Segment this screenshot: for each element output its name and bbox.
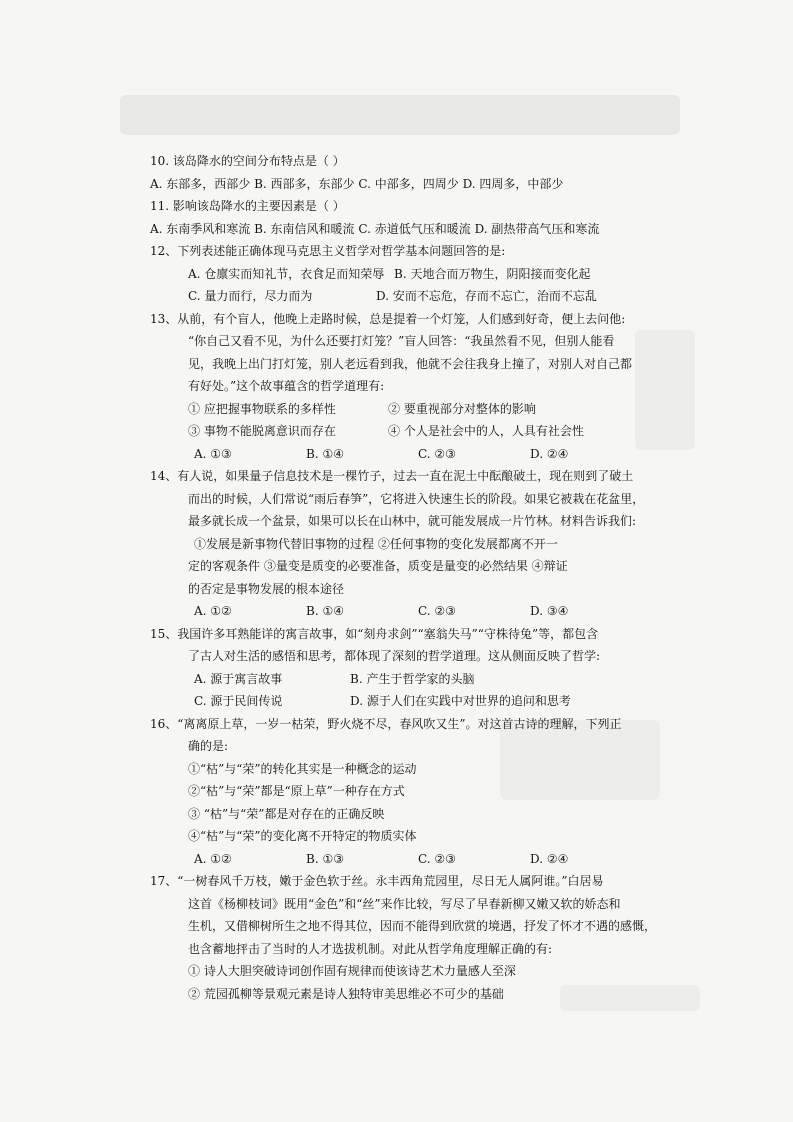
statement-1: ①“枯”与“荣”的转化其实是一种概念的运动 xyxy=(188,761,417,776)
answer-d: D. ②④ xyxy=(530,851,569,866)
question-17 xyxy=(150,870,680,1005)
answer-a: A. ①② xyxy=(194,604,232,618)
answer-c: C. ②③ xyxy=(418,604,456,618)
scan-shadow xyxy=(120,95,680,135)
option-a: A. 仓廪实而知礼节，衣食足而知荣辱 xyxy=(188,266,385,281)
stem-line: 而出的时候，人们常说“雨后春笋”，它将进入快速生长的阶段。如果它被栽在花盆里， xyxy=(188,491,645,506)
question-12 xyxy=(150,240,680,308)
option-row xyxy=(150,263,680,286)
stem-line: 生机，又借柳树所生之地不得其位，因而不能得到欣赏的境遇，抒发了怀才不遇的感慨， xyxy=(188,919,657,933)
answer-c: C. ②③ xyxy=(418,851,456,866)
option-c: C. 量力而行，尽力而为 xyxy=(188,289,313,303)
stem-line: 17、“一树春风千万枝，嫩于金色软于丝。永丰西角荒园里，尽日无人属阿谁。”白居易 xyxy=(150,874,604,888)
stem-line: 确的是: xyxy=(188,739,229,753)
answer-d: D. ②④ xyxy=(530,446,569,461)
option-b: B. 天地合而万物生，阴阳接而变化起 xyxy=(394,266,591,281)
answer-row xyxy=(150,443,680,466)
answer-row xyxy=(150,848,680,871)
statement-4: ④“枯”与“荣”的变化离不开特定的物质实体 xyxy=(188,829,417,843)
answer-c: C. ②③ xyxy=(418,446,456,461)
answer-a: A. ①② xyxy=(194,851,232,866)
statement-3: ③ 事物不能脱离意识而存在 xyxy=(188,424,336,438)
statement-1: ① 诗人大胆突破诗词创作固有规律而使该诗艺术力量感人至深 xyxy=(188,964,516,978)
stem-line: 16、“离离原上草，一岁一枯荣，野火烧不尽，春风吹又生”。对这首古诗的理解，下列正 xyxy=(150,716,622,731)
option-a: A. 源于寓言故事 xyxy=(194,671,283,686)
stem-line: 见，我晚上出门打灯笼，别人老远看到我，他就不会往我身上撞了，对别人对自己都 xyxy=(188,356,633,371)
stem-line: 15、我国许多耳熟能详的寓言故事，如“刻舟求剑”“塞翁失马”“守株待兔”等，都包含 xyxy=(150,626,599,641)
option-b: B. 产生于哲学家的头脑 xyxy=(350,671,475,686)
stem-line: 了古人对生活的感悟和思考，都体现了深刻的哲学道理。这从侧面反映了哲学: xyxy=(188,649,601,663)
question-stem: 11. 影响该岛降水的主要因素是（ ） xyxy=(150,199,345,213)
statement-row xyxy=(150,398,680,421)
option-row xyxy=(150,668,680,691)
stem-line: 有好处。”这个故事蕴含的哲学道理有: xyxy=(188,379,385,393)
stem-line: 最多就长成一个盆景，如果可以长在山林中，就可能发展成一片竹林。材料告诉我们: xyxy=(188,514,637,528)
answer-d: D. ③④ xyxy=(530,604,569,618)
question-stem: 12、下列表述能正确体现马克思主义哲学对哲学基本问题回答的是: xyxy=(150,244,506,258)
answer-a: A. ①③ xyxy=(194,446,232,461)
option-row xyxy=(150,690,680,713)
stem-line: 这首《杨柳枝词》既用“金色”和“丝”来作比较，写尽了早春新柳又嫩又软的娇态和 xyxy=(188,896,621,911)
stem-line: 定的客观条件 ③量变是质变的必要准备，质变是量变的必然结果 ④辩证 xyxy=(188,559,568,573)
stem-line: “你自己又看不见，为什么还要打灯笼？”盲人回答：“我虽然看不见，但别人能看 xyxy=(188,334,615,348)
stem-line: 的否定是事物发展的根本途径 xyxy=(188,581,345,596)
question-16 xyxy=(150,713,680,871)
question-10 xyxy=(150,150,680,195)
question-options: A. 东部多，西部少 B. 西部多，东部少 C. 中部多，四周少 D. 四周多，中部少 xyxy=(150,176,564,191)
answer-b: B. ①④ xyxy=(306,446,344,461)
statement-3: ③ “枯”与“荣”都是对存在的正确反映 xyxy=(188,806,385,821)
answer-b: B. ①③ xyxy=(306,851,344,866)
stem-line: 13、从前，有个盲人，他晚上走路时候，总是提着一个灯笼，人们感到好奇，便上去问他: xyxy=(150,311,626,326)
statement-2: ② 要重视部分对整体的影响 xyxy=(388,401,536,416)
option-d: D. 安而不忘危，存而不忘亡，治而不忘乱 xyxy=(376,289,597,303)
question-14 xyxy=(150,465,680,623)
answer-b: B. ①④ xyxy=(306,604,344,618)
question-stem: 10. 该岛降水的空间分布特点是（ ） xyxy=(150,154,345,168)
option-c: C. 源于民间传说 xyxy=(194,694,283,708)
stem-line: ①发展是新事物代替旧事物的过程 ②任何事物的变化发展都离不开一 xyxy=(194,536,558,551)
option-d: D. 源于人们在实践中对世界的追问和思考 xyxy=(350,694,571,708)
question-11 xyxy=(150,195,680,240)
stem-line: 也含蓄地抨击了当时的人才选拔机制。对此从哲学角度理解正确的有: xyxy=(188,941,553,956)
statement-2: ② 荒园孤柳等景观元素是诗人独特审美思维必不可少的基础 xyxy=(188,986,504,1001)
question-13 xyxy=(150,308,680,466)
statement-1: ① 应把握事物联系的多样性 xyxy=(188,401,336,416)
statement-4: ④ 个人是社会中的人，人具有社会性 xyxy=(388,424,584,438)
option-row xyxy=(150,285,680,308)
answer-row xyxy=(150,600,680,623)
question-15 xyxy=(150,623,680,713)
exam-content xyxy=(150,150,680,1005)
question-options: A. 东南季风和寒流 B. 东南信风和暖流 C. 赤道低气压和暖流 D. 副热带高气压和寒流 xyxy=(150,221,600,236)
stem-line: 14、有人说，如果量子信息技术是一棵竹子，过去一直在泥土中酝酿破土，现在则到了破土 xyxy=(150,469,634,483)
statement-2: ②“枯”与“荣”都是“原上草”一种存在方式 xyxy=(188,784,405,798)
statement-row xyxy=(150,420,680,443)
